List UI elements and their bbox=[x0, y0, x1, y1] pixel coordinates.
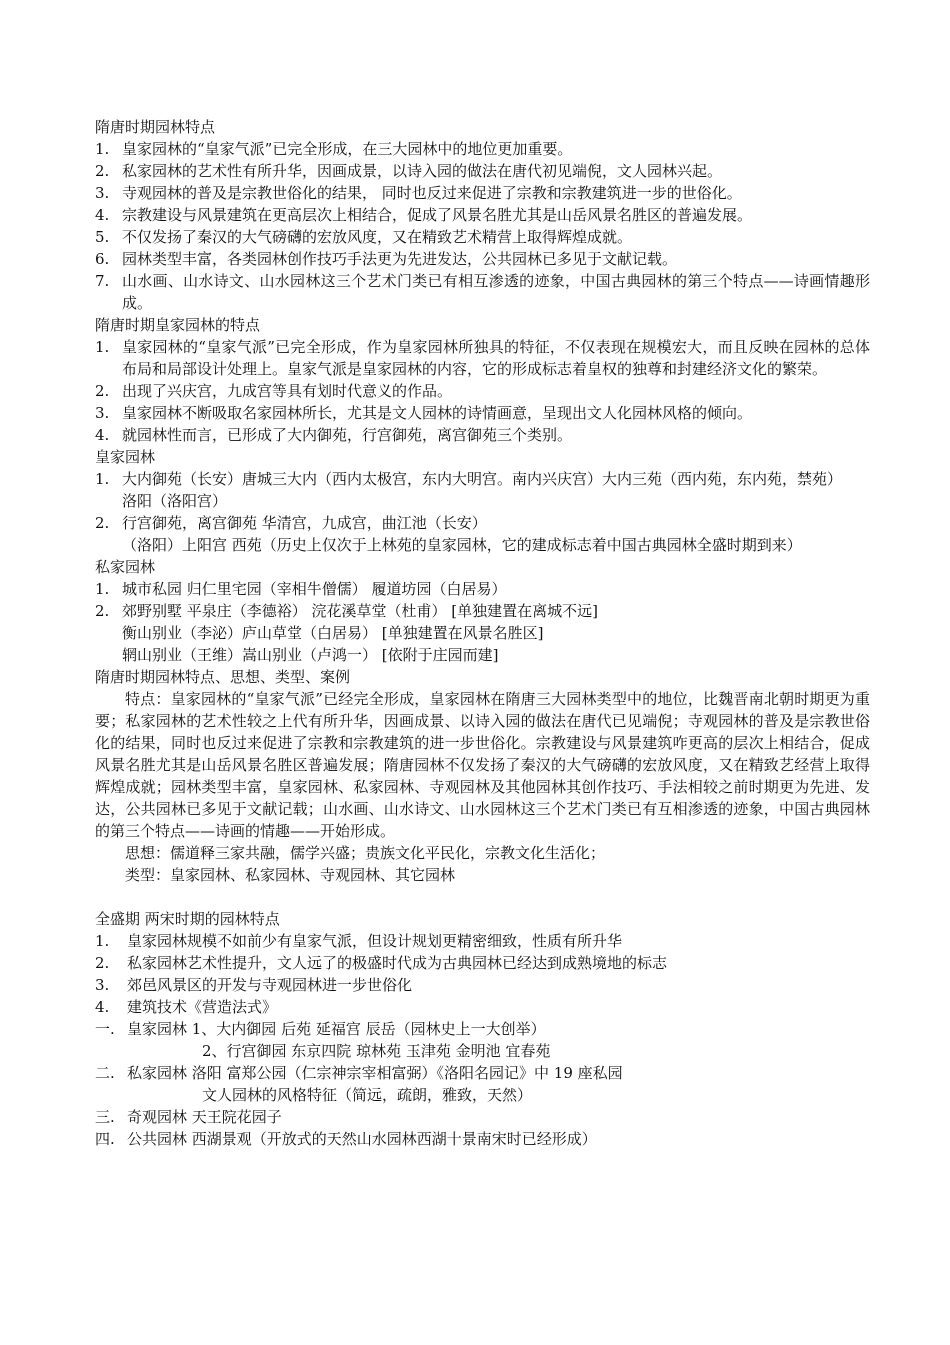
list-number: 1. bbox=[95, 580, 110, 598]
list-item bbox=[95, 424, 870, 446]
list-number: 6. bbox=[95, 250, 110, 268]
list-number: 2. bbox=[95, 602, 110, 620]
list-number: 7. bbox=[95, 272, 110, 290]
list-item bbox=[95, 402, 870, 424]
list-number: 1. bbox=[95, 140, 110, 158]
list-number: 2. bbox=[95, 954, 110, 972]
category-item bbox=[95, 1018, 870, 1040]
heading-sui-tang: 隋唐时期园林特点 bbox=[95, 118, 216, 136]
list-text: 寺观园林的普及是宗教世俗化的结果， 同时也反过来促进了宗教和宗教建筑进一步的世俗化。 bbox=[122, 184, 742, 202]
heading-summary: 隋唐时期园林特点、思想、类型、案例 bbox=[95, 668, 351, 686]
list-item bbox=[95, 380, 870, 402]
list-item bbox=[95, 336, 870, 380]
category-item bbox=[95, 1062, 870, 1084]
list-continuation: （洛阳）上阳宫 西苑（历史上仅次于上林苑的皇家园林，它的建成标志着中国古典园林全盛时期到来） bbox=[122, 536, 802, 554]
list-item bbox=[95, 512, 870, 534]
list-number: 2. bbox=[95, 382, 110, 400]
list-text: 园林类型丰富，各类园林创作技巧手法更为先进发达，公共园林已多见于文献记载。 bbox=[122, 250, 678, 268]
list-text: 宗教建设与风景建筑在更高层次上相结合，促成了风景名胜尤其是山岳风景名胜区的普遍发展。 bbox=[122, 206, 753, 224]
heading-royal: 皇家园林 bbox=[95, 448, 156, 466]
category-continuation: 文人园林的风格特征（简远，疏朗，雅致，天然） bbox=[202, 1086, 533, 1104]
category-continuation: 2、行宫御园 东京四院 琼林苑 玉津苑 金明池 宜春苑 bbox=[202, 1042, 551, 1060]
list-item bbox=[95, 578, 870, 600]
list-text: 建筑技术《营造法式》 bbox=[127, 998, 278, 1016]
list-number: 3. bbox=[95, 404, 110, 422]
list-text: 皇家园林的“皇家气派”已完全形成，在三大园林中的地位更加重要。 bbox=[122, 140, 573, 158]
list-number: 4. bbox=[95, 998, 110, 1016]
category-item bbox=[95, 1106, 870, 1128]
list-item bbox=[95, 160, 870, 182]
heading-song: 全盛期 两宋时期的园林特点 bbox=[95, 910, 280, 928]
list-item bbox=[95, 930, 870, 952]
list-text: 私家园林艺术性提升，文人远了的极盛时代成为古典园林已经达到成熟境地的标志 bbox=[127, 954, 668, 972]
category-number: 一. bbox=[95, 1020, 115, 1038]
list-item bbox=[95, 974, 870, 996]
list-number: 3. bbox=[95, 976, 110, 994]
list-text: 私家园林的艺术性有所升华，因画成景，以诗入园的做法在唐代初见端倪，文人园林兴起。 bbox=[122, 162, 723, 180]
features-paragraph: 特点：皇家园林的“皇家气派”已经完全形成，皇家园林在隋唐三大园林类型中的地位，比魏晋南北朝时期更为重要；私家园林的艺术性较之上代有所升华，因画成景、以诗入园的做法在唐代已见端倪；寺观园林的普及是宗教世俗化的结果，同时也反过来促进了宗教和宗教建筑的进一步世俗化。宗教建设与风景建筑咋更高的层次上相结合，促成风景名胜尤其是山岳风景名胜区普遍发展；隋唐园林不仅发扬了秦汉的大气磅礴的宏放风度，又在精致艺经营上取得辉煌成就；园林类型丰富，皇家园林、私家园林、寺观园林及其他园林其创作技巧、手法相较之前时期更为先进、发达，公共园林已多见于文献记载；山水画、山水诗文、山水园林这三个艺术门类已有互相渗透的迹象，中国古典园林的第三个特点——诗画的情趣——开始形成。 bbox=[95, 690, 870, 840]
list-item bbox=[95, 138, 870, 160]
list-text: 大内御苑（长安）唐城三大内（西内太极宫，东内大明宫。南内兴庆宫）大内三苑（西内苑，东内苑，禁苑） bbox=[122, 470, 843, 488]
list-text: 不仅发扬了秦汉的大气磅礴的宏放风度，又在精致艺术精营上取得辉煌成就。 bbox=[122, 228, 633, 246]
list-text: 皇家园林不断吸取名家园林所长，尤其是文人园林的诗情画意，呈现出文人化园林风格的倾向。 bbox=[122, 404, 753, 422]
heading-private: 私家园林 bbox=[95, 558, 156, 576]
list-continuation: 辋山别业（王维）嵩山别业（卢鸿一） [依附于庄园而建] bbox=[122, 646, 499, 664]
heading-royal-features: 隋唐时期皇家园林的特点 bbox=[95, 316, 261, 334]
list-continuation: 衡山别业（李泌）庐山草堂（白居易） [单独建置在风景名胜区] bbox=[122, 624, 544, 642]
list-item bbox=[95, 248, 870, 270]
list-text: 郊野别墅 平泉庄（李德裕） 浣花溪草堂（杜甫） [单独建置在离城不远] bbox=[122, 602, 599, 620]
list-number: 1. bbox=[95, 932, 110, 950]
list-number: 1. bbox=[95, 470, 110, 488]
list-item bbox=[95, 204, 870, 226]
category-text: 公共园林 西湖景观（开放式的天然山水园林西湖十景南宋时已经形成） bbox=[127, 1130, 597, 1148]
category-number: 三. bbox=[95, 1108, 115, 1126]
category-number: 二. bbox=[95, 1064, 115, 1082]
list-text: 城市私园 归仁里宅园（宰相牛僧儒） 履道坊园（白居易） bbox=[122, 580, 507, 598]
list-text: 郊邑风景区的开发与寺观园林进一步世俗化 bbox=[127, 976, 413, 994]
types-paragraph: 类型：皇家园林、私家园林、寺观园林、其它园林 bbox=[125, 866, 456, 884]
list-item bbox=[95, 226, 870, 248]
list-item bbox=[95, 182, 870, 204]
list-number: 4. bbox=[95, 206, 110, 224]
thought-paragraph: 思想：儒道释三家共融，儒学兴盛；贵族文化平民化，宗教文化生活化； bbox=[125, 844, 606, 862]
list-item bbox=[95, 270, 870, 314]
list-text: 就园林性而言，已形成了大内御苑，行宫御苑，离宫御苑三个类别。 bbox=[122, 426, 573, 444]
list-number: 3. bbox=[95, 184, 110, 202]
list-item bbox=[95, 600, 870, 622]
list-text: 山水画、山水诗文、山水园林这三个艺术门类已有相互渗透的迹象，中国古典园林的第三个特点——诗画情趣形成。 bbox=[122, 272, 870, 312]
category-item bbox=[95, 1128, 870, 1150]
category-text: 私家园林 洛阳 富郑公园（仁宗神宗宰相富弼）《洛阳名园记》中 19 座私园 bbox=[127, 1064, 623, 1082]
list-number: 2. bbox=[95, 162, 110, 180]
list-text: 皇家园林的“皇家气派”已完全形成，作为皇家园林所独具的特征，不仅表现在规模宏大，而且反映在园林的总体布局和局部设计处理上。皇家气派是皇家园林的内容，它的形成标志着皇权的独尊和封建经济文化的繁荣。 bbox=[122, 338, 870, 378]
category-number: 四. bbox=[95, 1130, 115, 1148]
list-item bbox=[95, 996, 870, 1018]
blank-line bbox=[95, 886, 870, 908]
document-body bbox=[95, 116, 870, 1150]
list-item bbox=[95, 468, 870, 490]
list-item bbox=[95, 952, 870, 974]
list-text: 皇家园林规模不如前少有皇家气派，但设计规划更精密细致，性质有所升华 bbox=[127, 932, 623, 950]
list-text: 行宫御苑，离宫御苑 华清宫，九成宫，曲江池（长安） bbox=[122, 514, 487, 532]
category-text: 奇观园林 天王院花园子 bbox=[127, 1108, 282, 1126]
category-text: 皇家园林 1、大内御园 后苑 延福宫 辰岳（园林史上一大创举） bbox=[127, 1020, 546, 1038]
list-number: 1. bbox=[95, 338, 110, 356]
list-number: 5. bbox=[95, 228, 110, 246]
list-number: 4. bbox=[95, 426, 110, 444]
list-text: 出现了兴庆宫，九成宫等具有划时代意义的作品。 bbox=[122, 382, 453, 400]
list-continuation: 洛阳（洛阳宫） bbox=[122, 492, 228, 510]
list-number: 2. bbox=[95, 514, 110, 532]
